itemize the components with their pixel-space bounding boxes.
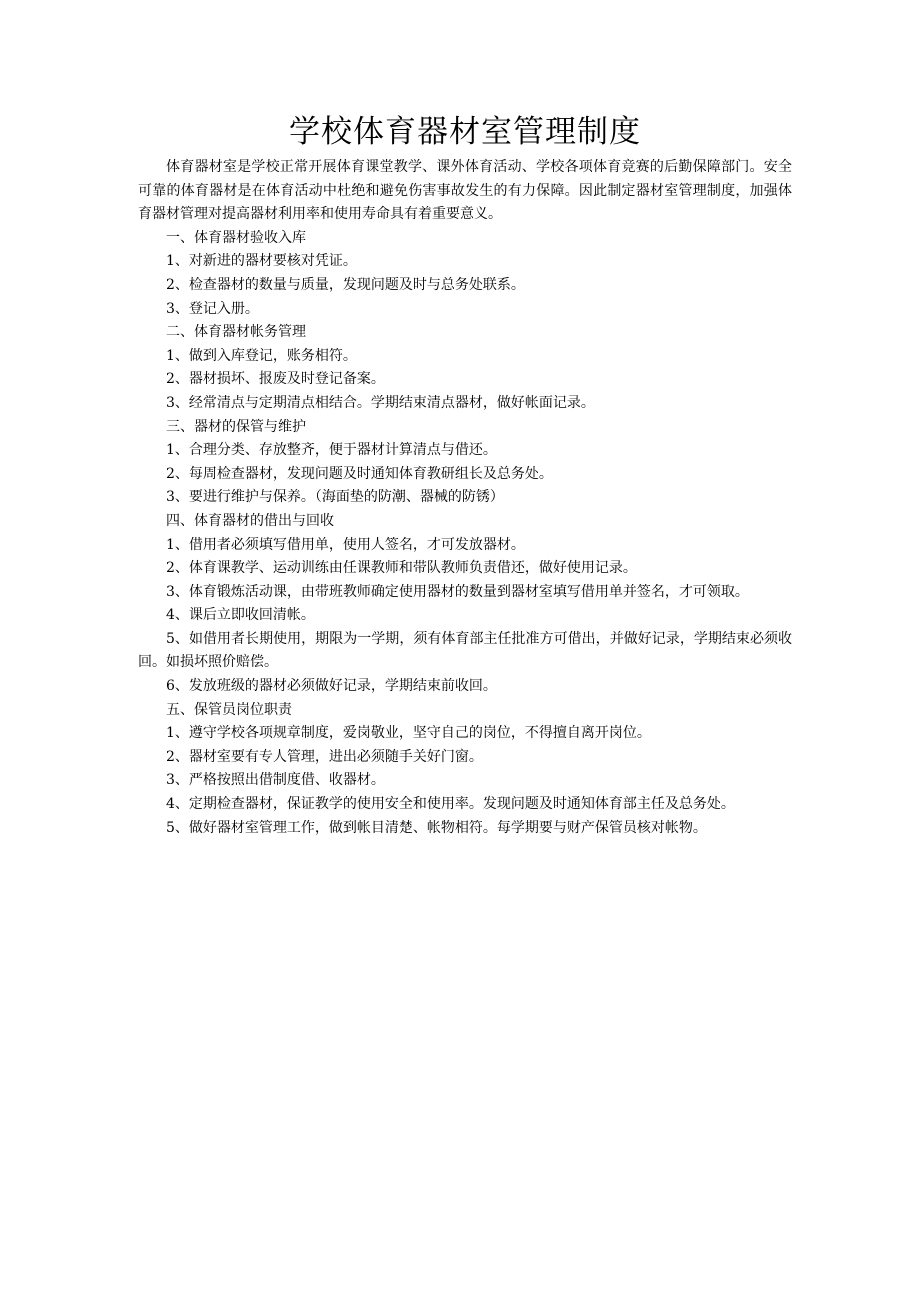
list-item: 1、遵守学校各项规章制度，爱岗敬业，坚守自己的岗位，不得擅自离开岗位。 — [166, 725, 651, 742]
section-heading: 三、器材的保管与维护 — [166, 418, 306, 435]
list-item: 4、定期检查器材，保证教学的使用安全和使用率。发现问题及时通知体育部主任及总务处。 — [166, 796, 735, 813]
section-5 — [138, 699, 792, 841]
section-heading: 四、体育器材的借出与回收 — [166, 512, 334, 529]
list-item: 2、体育课教学、运动训练由任课教师和带队教师负责借还，做好使用记录。 — [166, 560, 637, 577]
list-item: 2、检查器材的数量与质量，发现问题及时与总务处联系。 — [166, 276, 525, 293]
intro-paragraph: 体育器材室是学校正常开展体育课堂教学、课外体育活动、学校各项体育竞赛的后勤保障部门。安全可靠的体育器材是在体育活动中杜绝和避免伤害事故发生的有力保障。因此制定器材室管理制度，加强体育器材管理对提高器材利用率和使用寿命具有着重要意义。 — [138, 159, 792, 223]
list-item: 2、器材室要有专人管理，进出必须随手关好门窗。 — [166, 748, 483, 765]
section-heading: 二、体育器材帐务管理 — [166, 324, 306, 341]
section-4 — [138, 510, 792, 699]
list-item: 1、借用者必须填写借用单，使用人签名，才可发放器材。 — [166, 536, 525, 553]
list-item: 2、器材损坏、报废及时登记备案。 — [166, 371, 385, 388]
list-item: 3、要进行维护与保养。（海面垫的防潮、器械的防锈） — [166, 489, 504, 506]
list-item: 6、发放班级的器材必须做好记录，学期结束前收回。 — [166, 678, 497, 695]
list-item: 3、严格按照出借制度借、收器材。 — [166, 772, 385, 789]
list-item: 3、经常清点与定期清点相结合。学期结束清点器材，做好帐面记录。 — [166, 394, 595, 411]
list-item: 3、登记入册。 — [166, 300, 259, 317]
list-item: 5、做好器材室管理工作，做到帐目清楚、帐物相符。每学期要与财产保管员核对帐物。 — [166, 819, 707, 836]
section-heading: 一、体育器材验收入库 — [166, 229, 306, 246]
list-item: 1、对新进的器材要核对凭证。 — [166, 253, 357, 270]
document-page — [138, 112, 792, 840]
section-heading: 五、保管员岗位职责 — [166, 701, 292, 718]
list-item: 1、合理分类、存放整齐，便于器材计算清点与借还。 — [166, 442, 497, 459]
list-item: 2、每周检查器材，发现问题及时通知体育教研组长及总务处。 — [166, 465, 553, 482]
list-item: 1、做到入库登记，账务相符。 — [166, 347, 357, 364]
section-1 — [138, 227, 792, 321]
section-3 — [138, 416, 792, 510]
section-2 — [138, 321, 792, 415]
list-item: 4、课后立即收回清帐。 — [166, 607, 315, 624]
document-title: 学校体育器材室管理制度 — [289, 114, 641, 150]
list-item: 5、如借用者长期使用，期限为一学期，须有体育部主任批准方可借出，并做好记录，学期结束必须收回。如损坏照价赔偿。 — [138, 630, 792, 671]
list-item: 3、体育锻炼活动课，由带班教师确定使用器材的数量到器材室填写借用单并签名，才可领取。 — [166, 583, 749, 600]
